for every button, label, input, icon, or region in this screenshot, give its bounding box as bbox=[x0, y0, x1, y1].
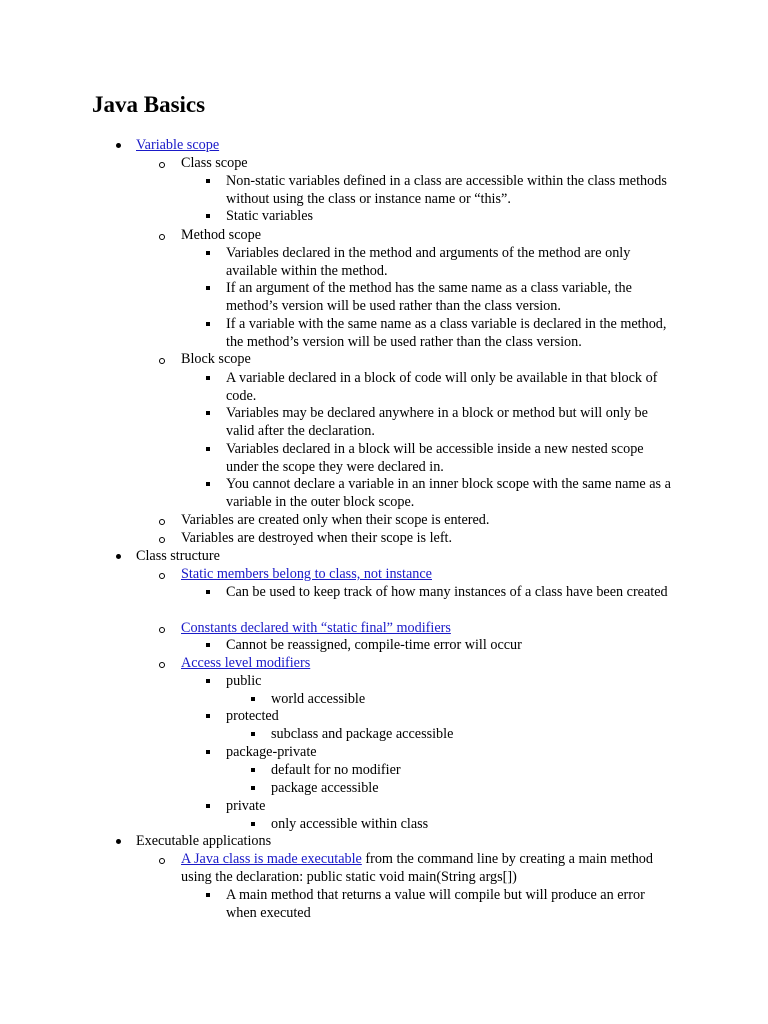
method-scope-label: Method scope bbox=[181, 227, 261, 243]
access-modifiers-link[interactable]: Access level modifiers bbox=[181, 655, 311, 671]
page-title: Java Basics bbox=[92, 92, 206, 117]
bullet-square-icon bbox=[204, 744, 216, 762]
list-item-class-scope-point bbox=[226, 208, 676, 226]
list-item-variable-scope bbox=[136, 137, 696, 155]
bullet-circle-icon bbox=[159, 530, 171, 548]
static-members-point-text: Can be used to keep track of how many instances of a class have been created bbox=[226, 584, 668, 600]
class-structure-heading: Class structure bbox=[136, 548, 220, 564]
list-item-created-note bbox=[181, 512, 676, 530]
modifier-detail-text: default for no modifier bbox=[271, 762, 401, 778]
list-item-block-scope-point bbox=[226, 441, 676, 477]
list-item-destroyed-note bbox=[181, 530, 676, 548]
list-item-method-scope-point bbox=[226, 245, 676, 281]
list-item-modifier-private bbox=[226, 798, 676, 816]
class-scope-label: Class scope bbox=[181, 155, 248, 171]
variable-scope-link[interactable]: Variable scope bbox=[136, 137, 220, 153]
bullet-square-icon bbox=[249, 780, 261, 798]
list-item-modifier-detail bbox=[271, 816, 671, 834]
block-scope-point-text: A variable declared in a block of code will only be available in that block of code. bbox=[226, 370, 658, 404]
list-item-block-scope-point bbox=[226, 476, 676, 512]
bullet-square-icon bbox=[204, 708, 216, 726]
modifier-protected-label: protected bbox=[226, 708, 279, 724]
bullet-circle-icon bbox=[159, 155, 171, 173]
list-item-constants-point bbox=[226, 637, 676, 655]
created-note-text: Variables are created only when their scope is entered. bbox=[181, 512, 490, 528]
bullet-square-icon bbox=[249, 762, 261, 780]
list-item-block-scope bbox=[181, 351, 676, 369]
bullet-square-icon bbox=[204, 405, 216, 423]
list-item-access-modifiers bbox=[181, 655, 676, 673]
bullet-circle-icon bbox=[159, 566, 171, 584]
list-item-block-scope-point bbox=[226, 405, 676, 441]
constants-link[interactable]: Constants declared with “static final” modifiers bbox=[181, 620, 451, 636]
block-scope-point-text: Variables may be declared anywhere in a block or method but will only be valid after the declaration. bbox=[226, 405, 648, 439]
list-item-modifier-protected bbox=[226, 708, 676, 726]
main-method-rest-text: from the command line by creating a main method using the declaration: public static void main(String args[]) bbox=[181, 851, 653, 885]
bullet-square-icon bbox=[204, 280, 216, 298]
modifier-detail-text: only accessible within class bbox=[271, 816, 429, 832]
block-scope-point-text: Variables declared in a block will be accessible inside a new nested scope under the scope they were declared in. bbox=[226, 441, 644, 475]
list-item-method-scope bbox=[181, 227, 676, 245]
bullet-square-icon bbox=[204, 476, 216, 494]
list-item-main-method bbox=[181, 851, 676, 887]
block-scope-point-text: You cannot declare a variable in an inner block scope with the same name as a variable in the outer block scope. bbox=[226, 476, 671, 510]
bullet-square-icon bbox=[249, 691, 261, 709]
constants-point-text: Cannot be reassigned, compile-time error will occur bbox=[226, 637, 522, 653]
class-scope-point-text: Non-static variables defined in a class are accessible within the class methods without using the class or instance name or “this”. bbox=[226, 173, 667, 207]
method-scope-point-text: If an argument of the method has the same name as a class variable, the method’s version will be used rather than the class version. bbox=[226, 280, 632, 314]
bullet-square-icon bbox=[204, 208, 216, 226]
list-item-class-scope bbox=[181, 155, 676, 173]
modifier-public-label: public bbox=[226, 673, 262, 689]
bullet-disc-icon bbox=[116, 137, 128, 155]
list-item-modifier-public bbox=[226, 673, 676, 691]
bullet-disc-icon bbox=[116, 548, 128, 566]
block-scope-label: Block scope bbox=[181, 351, 251, 367]
bullet-square-icon bbox=[249, 816, 261, 834]
main-method-point-text: A main method that returns a value will compile but will produce an error when executed bbox=[226, 887, 645, 921]
destroyed-note-text: Variables are destroyed when their scope is left. bbox=[181, 530, 453, 546]
list-item-method-scope-point bbox=[226, 280, 676, 316]
modifier-detail-text: package accessible bbox=[271, 780, 379, 796]
bullet-square-icon bbox=[204, 887, 216, 905]
modifier-detail-text: world accessible bbox=[271, 691, 366, 707]
bullet-disc-icon bbox=[116, 833, 128, 851]
executable-applications-heading: Executable applications bbox=[136, 833, 272, 849]
list-item-class-structure bbox=[136, 548, 696, 566]
bullet-circle-icon bbox=[159, 851, 171, 869]
bullet-square-icon bbox=[204, 316, 216, 334]
list-item-static-members bbox=[181, 566, 676, 584]
list-item-constants bbox=[181, 620, 676, 638]
list-item-main-method-point bbox=[226, 887, 676, 923]
method-scope-point-text: If a variable with the same name as a class variable is declared in the method, the method’s version will be used rather than the class version. bbox=[226, 316, 667, 350]
modifier-package-private-label: package-private bbox=[226, 744, 317, 760]
bullet-circle-icon bbox=[159, 620, 171, 638]
class-scope-point-text: Static variables bbox=[226, 208, 314, 224]
modifier-private-label: private bbox=[226, 798, 266, 814]
list-item-block-scope-point bbox=[226, 370, 676, 406]
method-scope-point-text: Variables declared in the method and arguments of the method are only available within the method. bbox=[226, 245, 631, 279]
bullet-square-icon bbox=[204, 673, 216, 691]
list-item-method-scope-point bbox=[226, 316, 676, 352]
bullet-square-icon bbox=[249, 726, 261, 744]
list-item-modifier-detail bbox=[271, 762, 671, 780]
bullet-square-icon bbox=[204, 245, 216, 263]
static-members-link[interactable]: Static members belong to class, not instance bbox=[181, 566, 432, 582]
bullet-square-icon bbox=[204, 441, 216, 459]
bullet-square-icon bbox=[204, 370, 216, 388]
bullet-circle-icon bbox=[159, 227, 171, 245]
bullet-square-icon bbox=[204, 637, 216, 655]
list-item-executable-applications bbox=[136, 833, 696, 851]
executable-class-link[interactable]: A Java class is made executable bbox=[181, 851, 362, 867]
bullet-circle-icon bbox=[159, 351, 171, 369]
bullet-circle-icon bbox=[159, 512, 171, 530]
modifier-detail-text: subclass and package accessible bbox=[271, 726, 454, 742]
list-item-modifier-detail bbox=[271, 691, 671, 709]
bullet-square-icon bbox=[204, 798, 216, 816]
list-item-class-scope-point bbox=[226, 173, 676, 209]
bullet-square-icon bbox=[204, 584, 216, 602]
list-item-modifier-package-private bbox=[226, 744, 676, 762]
bullet-square-icon bbox=[204, 173, 216, 191]
bullet-circle-icon bbox=[159, 655, 171, 673]
list-item-static-members-point bbox=[226, 584, 676, 602]
main-method-text bbox=[181, 851, 676, 887]
list-item-modifier-detail bbox=[271, 726, 671, 744]
list-item-modifier-detail bbox=[271, 780, 671, 798]
